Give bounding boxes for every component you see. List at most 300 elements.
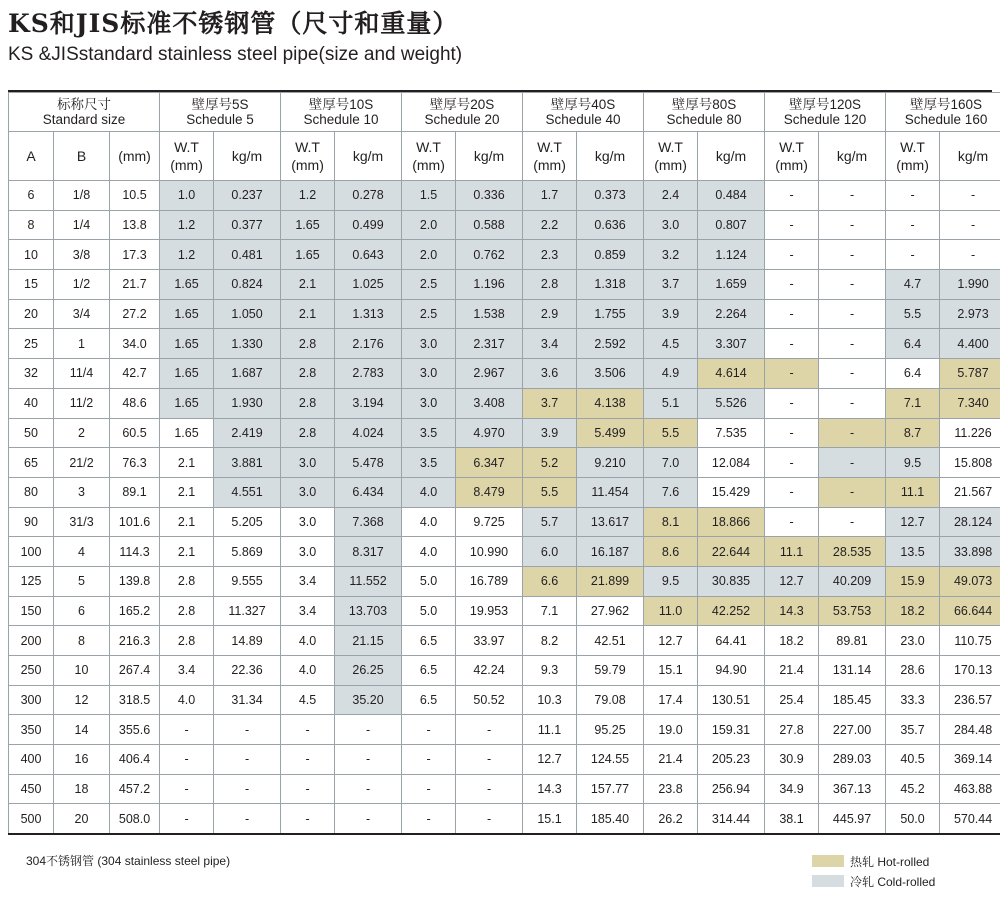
table-row (9, 685, 1000, 715)
cell-wt80: 2.4 (644, 181, 698, 211)
schedule-cn: 壁厚号20S (429, 97, 495, 112)
cell-kg10: 26.25 (335, 656, 402, 686)
cell-kg5: 1.930 (214, 388, 281, 418)
cell-kg80: 22.644 (698, 537, 765, 567)
cell-kg40: 95.25 (577, 715, 644, 745)
schedule-cn: 壁厚号10S (308, 97, 374, 112)
cell-kg20: 0.588 (456, 210, 523, 240)
cell-kg20: 9.725 (456, 507, 523, 537)
wt-unit: (mm) (291, 157, 324, 173)
table-row (9, 507, 1000, 537)
cell-wt40: 5.2 (523, 448, 577, 478)
cell-wt120: - (765, 448, 819, 478)
cell-kg20: 4.970 (456, 418, 523, 448)
cell-kg5: 1.687 (214, 359, 281, 389)
cell-kg5: 0.481 (214, 240, 281, 270)
cell-wt40: 5.5 (523, 477, 577, 507)
cell-kg5: - (214, 715, 281, 745)
cell-kg5: - (214, 774, 281, 804)
cell-mm: 101.6 (110, 507, 160, 537)
cell-kg40: 157.77 (577, 774, 644, 804)
cell-wt80: 3.9 (644, 299, 698, 329)
cell-wt160: - (886, 240, 940, 270)
table-body (9, 181, 1000, 835)
cell-wt160: 28.6 (886, 656, 940, 686)
cell-wt120: - (765, 181, 819, 211)
cell-kg40: 3.506 (577, 359, 644, 389)
cell-wt160: - (886, 210, 940, 240)
col-header-mm: (mm) (110, 132, 160, 181)
table-row (9, 418, 1000, 448)
cell-wt10: 3.4 (281, 566, 335, 596)
cell-wt80: 7.6 (644, 477, 698, 507)
cell-kg80: 2.264 (698, 299, 765, 329)
cell-wt120: 18.2 (765, 626, 819, 656)
col-header-wt (886, 132, 940, 181)
cell-kg80: 159.31 (698, 715, 765, 745)
cell-kg10: - (335, 715, 402, 745)
schedule-header (765, 93, 886, 132)
cell-wt40: 2.8 (523, 270, 577, 300)
cell-kg160: 570.44 (940, 804, 1000, 834)
cell-wt160: 6.4 (886, 359, 940, 389)
cell-wt40: 1.7 (523, 181, 577, 211)
schedule-en: Schedule 20 (424, 112, 500, 127)
cell-wt20: 1.5 (402, 181, 456, 211)
table-row (9, 270, 1000, 300)
cell-wt5: 2.8 (160, 626, 214, 656)
cell-wt120: 12.7 (765, 566, 819, 596)
cell-b: 31/3 (54, 507, 110, 537)
cell-wt20: - (402, 745, 456, 775)
cell-wt5: 3.4 (160, 656, 214, 686)
cell-wt5: 1.65 (160, 299, 214, 329)
cell-kg120: 131.14 (819, 656, 886, 686)
cell-kg40: 13.617 (577, 507, 644, 537)
cell-kg20: 0.762 (456, 240, 523, 270)
cell-wt10: 1.65 (281, 210, 335, 240)
cell-kg5: 22.36 (214, 656, 281, 686)
cell-kg40: 79.08 (577, 685, 644, 715)
legend-item-hot-rolled (812, 851, 935, 871)
cell-kg10: 5.478 (335, 448, 402, 478)
cell-wt160: 8.7 (886, 418, 940, 448)
cell-b: 1/8 (54, 181, 110, 211)
table-row (9, 448, 1000, 478)
cell-a: 150 (9, 596, 54, 626)
cell-wt10: 2.8 (281, 388, 335, 418)
cell-wt160: 23.0 (886, 626, 940, 656)
cell-kg120: 53.753 (819, 596, 886, 626)
cell-wt20: 4.0 (402, 507, 456, 537)
cell-kg5: 0.824 (214, 270, 281, 300)
cell-wt20: 6.5 (402, 626, 456, 656)
cell-kg5: - (214, 804, 281, 834)
cell-wt5: 1.65 (160, 418, 214, 448)
cell-kg20: - (456, 715, 523, 745)
cell-mm: 13.8 (110, 210, 160, 240)
cell-a: 125 (9, 566, 54, 596)
wt-unit: (mm) (412, 157, 445, 173)
cell-kg10: 7.368 (335, 507, 402, 537)
cell-wt40: 10.3 (523, 685, 577, 715)
cell-wt120: 34.9 (765, 774, 819, 804)
cell-kg80: 0.807 (698, 210, 765, 240)
cell-wt160: 9.5 (886, 448, 940, 478)
table-row (9, 774, 1000, 804)
cell-kg80: 5.526 (698, 388, 765, 418)
cell-kg40: 27.962 (577, 596, 644, 626)
wt-unit: (mm) (170, 157, 203, 173)
cell-b: 3 (54, 477, 110, 507)
cell-kg120: - (819, 448, 886, 478)
cell-mm: 508.0 (110, 804, 160, 834)
cell-wt5: 4.0 (160, 685, 214, 715)
cell-mm: 89.1 (110, 477, 160, 507)
legend-label: 冷轧 Cold-rolled (850, 874, 936, 889)
cell-wt5: 2.1 (160, 448, 214, 478)
cell-wt40: 11.1 (523, 715, 577, 745)
col-header-kgm: kg/m (940, 132, 1000, 181)
cell-kg40: 5.499 (577, 418, 644, 448)
cell-wt80: 7.0 (644, 448, 698, 478)
col-header-kgm: kg/m (456, 132, 523, 181)
cell-wt80: 19.0 (644, 715, 698, 745)
cell-kg20: 2.967 (456, 359, 523, 389)
cell-a: 50 (9, 418, 54, 448)
cell-wt20: - (402, 804, 456, 834)
cell-a: 350 (9, 715, 54, 745)
cell-kg160: 110.75 (940, 626, 1000, 656)
cell-wt160: 50.0 (886, 804, 940, 834)
cell-kg160: 1.990 (940, 270, 1000, 300)
cell-wt120: - (765, 270, 819, 300)
schedule-en: Schedule 5 (186, 112, 254, 127)
cell-kg20: 16.789 (456, 566, 523, 596)
cell-kg10: 1.313 (335, 299, 402, 329)
cell-wt10: - (281, 715, 335, 745)
cell-wt40: 6.6 (523, 566, 577, 596)
cell-kg120: 227.00 (819, 715, 886, 745)
cell-wt10: 1.65 (281, 240, 335, 270)
cell-wt20: 4.0 (402, 537, 456, 567)
cell-kg160: 7.340 (940, 388, 1000, 418)
cell-wt5: 2.8 (160, 596, 214, 626)
cell-a: 500 (9, 804, 54, 834)
cell-wt20: 3.0 (402, 388, 456, 418)
cell-wt160: 15.9 (886, 566, 940, 596)
legend-swatch (812, 855, 844, 867)
cell-wt10: 2.8 (281, 418, 335, 448)
cell-kg160: 5.787 (940, 359, 1000, 389)
cell-wt40: 2.9 (523, 299, 577, 329)
cell-wt5: 2.8 (160, 566, 214, 596)
cell-kg80: 3.307 (698, 329, 765, 359)
cell-kg5: 1.050 (214, 299, 281, 329)
cell-kg120: 289.03 (819, 745, 886, 775)
cell-mm: 48.6 (110, 388, 160, 418)
cell-wt5: 2.1 (160, 537, 214, 567)
cell-wt5: 1.65 (160, 388, 214, 418)
cell-kg80: 314.44 (698, 804, 765, 834)
cell-kg5: 11.327 (214, 596, 281, 626)
cell-wt160: 40.5 (886, 745, 940, 775)
cell-wt40: 3.4 (523, 329, 577, 359)
cell-mm: 457.2 (110, 774, 160, 804)
cell-kg10: 0.643 (335, 240, 402, 270)
cell-wt5: - (160, 745, 214, 775)
cell-kg120: - (819, 507, 886, 537)
page-title: KS和JIS标准不锈钢管（尺寸和重量） (8, 9, 459, 38)
cell-wt80: 4.5 (644, 329, 698, 359)
cell-wt5: 1.0 (160, 181, 214, 211)
table-row (9, 626, 1000, 656)
cell-kg160: 2.973 (940, 299, 1000, 329)
cell-wt5: 1.2 (160, 240, 214, 270)
cell-wt10: 3.0 (281, 448, 335, 478)
cell-kg40: 9.210 (577, 448, 644, 478)
cell-kg40: 59.79 (577, 656, 644, 686)
cell-wt40: 12.7 (523, 745, 577, 775)
schedule-header (281, 93, 402, 132)
wt-label: W.T (295, 139, 320, 155)
cell-kg40: 42.51 (577, 626, 644, 656)
cell-wt40: 6.0 (523, 537, 577, 567)
cell-wt40: 9.3 (523, 656, 577, 686)
cell-kg40: 11.454 (577, 477, 644, 507)
cell-wt10: 3.0 (281, 477, 335, 507)
col-header-wt (523, 132, 577, 181)
cell-mm: 60.5 (110, 418, 160, 448)
cell-wt120: - (765, 210, 819, 240)
table-row (9, 477, 1000, 507)
cell-a: 90 (9, 507, 54, 537)
cell-kg40: 4.138 (577, 388, 644, 418)
cell-kg5: 14.89 (214, 626, 281, 656)
cell-kg20: - (456, 745, 523, 775)
wt-label: W.T (658, 139, 683, 155)
cell-kg20: 1.538 (456, 299, 523, 329)
cell-kg10: 3.194 (335, 388, 402, 418)
cell-mm: 21.7 (110, 270, 160, 300)
cell-kg20: 2.317 (456, 329, 523, 359)
cell-kg40: 1.318 (577, 270, 644, 300)
cell-wt120: 11.1 (765, 537, 819, 567)
cell-kg80: 130.51 (698, 685, 765, 715)
cell-kg80: 0.484 (698, 181, 765, 211)
cell-kg120: - (819, 181, 886, 211)
cell-wt80: 11.0 (644, 596, 698, 626)
cell-wt40: 3.9 (523, 418, 577, 448)
cell-b: 8 (54, 626, 110, 656)
cell-wt20: - (402, 774, 456, 804)
cell-b: 14 (54, 715, 110, 745)
cell-wt20: 5.0 (402, 596, 456, 626)
cell-wt80: 23.8 (644, 774, 698, 804)
cell-kg20: 3.408 (456, 388, 523, 418)
cell-mm: 27.2 (110, 299, 160, 329)
cell-wt40: 3.7 (523, 388, 577, 418)
table-row (9, 329, 1000, 359)
col-header-wt (765, 132, 819, 181)
cell-kg10: - (335, 774, 402, 804)
cell-wt160: 13.5 (886, 537, 940, 567)
cell-kg10: - (335, 745, 402, 775)
cell-wt40: 7.1 (523, 596, 577, 626)
schedule-cn: 壁厚号160S (910, 97, 983, 112)
schedule-header (160, 93, 281, 132)
cell-wt80: 8.1 (644, 507, 698, 537)
cell-kg160: - (940, 181, 1000, 211)
schedule-en: Schedule 10 (303, 112, 379, 127)
cell-wt160: 33.3 (886, 685, 940, 715)
cell-wt20: 6.5 (402, 685, 456, 715)
legend-swatch (812, 875, 844, 887)
cell-kg5: 9.555 (214, 566, 281, 596)
cell-a: 200 (9, 626, 54, 656)
cell-b: 18 (54, 774, 110, 804)
cell-kg5: 0.377 (214, 210, 281, 240)
cell-kg20: 50.52 (456, 685, 523, 715)
cell-wt80: 5.5 (644, 418, 698, 448)
cell-kg10: 21.15 (335, 626, 402, 656)
cell-wt160: 12.7 (886, 507, 940, 537)
cell-kg20: 8.479 (456, 477, 523, 507)
cell-a: 250 (9, 656, 54, 686)
cell-wt160: 11.1 (886, 477, 940, 507)
schedule-cn: 壁厚号80S (671, 97, 737, 112)
wt-label: W.T (537, 139, 562, 155)
cell-wt5: 2.1 (160, 507, 214, 537)
cell-kg80: 30.835 (698, 566, 765, 596)
cell-mm: 10.5 (110, 181, 160, 211)
cell-mm: 216.3 (110, 626, 160, 656)
wt-label: W.T (779, 139, 804, 155)
cell-kg160: 236.57 (940, 685, 1000, 715)
cell-wt10: - (281, 804, 335, 834)
standard-size-en: Standard size (42, 112, 126, 127)
cell-wt10: 2.1 (281, 270, 335, 300)
cell-kg10: 35.20 (335, 685, 402, 715)
cell-wt160: 45.2 (886, 774, 940, 804)
cell-kg120: 367.13 (819, 774, 886, 804)
cell-mm: 17.3 (110, 240, 160, 270)
cell-a: 6 (9, 181, 54, 211)
cell-a: 8 (9, 210, 54, 240)
cell-wt20: 2.5 (402, 270, 456, 300)
cell-kg160: 28.124 (940, 507, 1000, 537)
cell-kg160: 170.13 (940, 656, 1000, 686)
cell-kg20: 42.24 (456, 656, 523, 686)
col-header-b: B (54, 132, 110, 181)
cell-wt5: 2.1 (160, 477, 214, 507)
standard-size-cn: 标称尺寸 (57, 97, 112, 112)
col-header-kgm: kg/m (577, 132, 644, 181)
cell-kg160: 369.14 (940, 745, 1000, 775)
cell-wt120: - (765, 477, 819, 507)
cell-wt120: 27.8 (765, 715, 819, 745)
cell-wt160: 6.4 (886, 329, 940, 359)
schedule-en: Schedule 80 (666, 112, 742, 127)
cell-wt10: 1.2 (281, 181, 335, 211)
cell-wt5: 1.65 (160, 329, 214, 359)
cell-a: 40 (9, 388, 54, 418)
table-row (9, 745, 1000, 775)
cell-b: 10 (54, 656, 110, 686)
schedule-header (402, 93, 523, 132)
cell-wt20: 4.0 (402, 477, 456, 507)
cell-kg10: - (335, 804, 402, 834)
cell-wt10: 3.4 (281, 596, 335, 626)
cell-mm: 165.2 (110, 596, 160, 626)
cell-wt10: 3.0 (281, 507, 335, 537)
cell-kg40: 2.592 (577, 329, 644, 359)
cell-wt160: - (886, 181, 940, 211)
cell-wt10: - (281, 774, 335, 804)
cell-a: 15 (9, 270, 54, 300)
cell-a: 450 (9, 774, 54, 804)
cell-wt160: 7.1 (886, 388, 940, 418)
cell-kg20: - (456, 774, 523, 804)
cell-kg80: 256.94 (698, 774, 765, 804)
col-header-wt (160, 132, 214, 181)
cell-kg160: 21.567 (940, 477, 1000, 507)
cell-kg5: 31.34 (214, 685, 281, 715)
cell-b: 6 (54, 596, 110, 626)
schedule-cn: 壁厚号40S (550, 97, 616, 112)
cell-kg20: 33.97 (456, 626, 523, 656)
cell-wt80: 3.2 (644, 240, 698, 270)
cell-wt80: 5.1 (644, 388, 698, 418)
table-row (9, 537, 1000, 567)
table-row (9, 240, 1000, 270)
cell-wt120: 38.1 (765, 804, 819, 834)
cell-kg120: - (819, 299, 886, 329)
cell-wt10: 4.5 (281, 685, 335, 715)
cell-b: 3/8 (54, 240, 110, 270)
cell-wt5: 1.65 (160, 359, 214, 389)
cell-mm: 267.4 (110, 656, 160, 686)
wt-label: W.T (174, 139, 199, 155)
cell-kg40: 16.187 (577, 537, 644, 567)
cell-kg120: - (819, 329, 886, 359)
cell-wt5: - (160, 774, 214, 804)
cell-wt80: 4.9 (644, 359, 698, 389)
cell-wt20: 5.0 (402, 566, 456, 596)
cell-kg120: - (819, 388, 886, 418)
cell-kg20: 1.196 (456, 270, 523, 300)
cell-kg160: - (940, 240, 1000, 270)
page-subtitle: KS &JISstandard stainless steel pipe(size and weight) (8, 44, 463, 65)
legend-label: 热轧 Hot-rolled (850, 854, 930, 869)
cell-kg5: 2.419 (214, 418, 281, 448)
pipe-spec-table (8, 92, 1000, 835)
cell-kg160: - (940, 210, 1000, 240)
cell-b: 11/2 (54, 388, 110, 418)
cell-wt120: - (765, 388, 819, 418)
cell-wt10: 2.8 (281, 359, 335, 389)
cell-wt20: 3.0 (402, 329, 456, 359)
cell-kg20: 19.953 (456, 596, 523, 626)
cell-wt80: 21.4 (644, 745, 698, 775)
cell-kg120: - (819, 270, 886, 300)
cell-b: 4 (54, 537, 110, 567)
cell-b: 11/4 (54, 359, 110, 389)
cell-a: 20 (9, 299, 54, 329)
table-row (9, 596, 1000, 626)
cell-kg120: - (819, 359, 886, 389)
cell-wt40: 8.2 (523, 626, 577, 656)
